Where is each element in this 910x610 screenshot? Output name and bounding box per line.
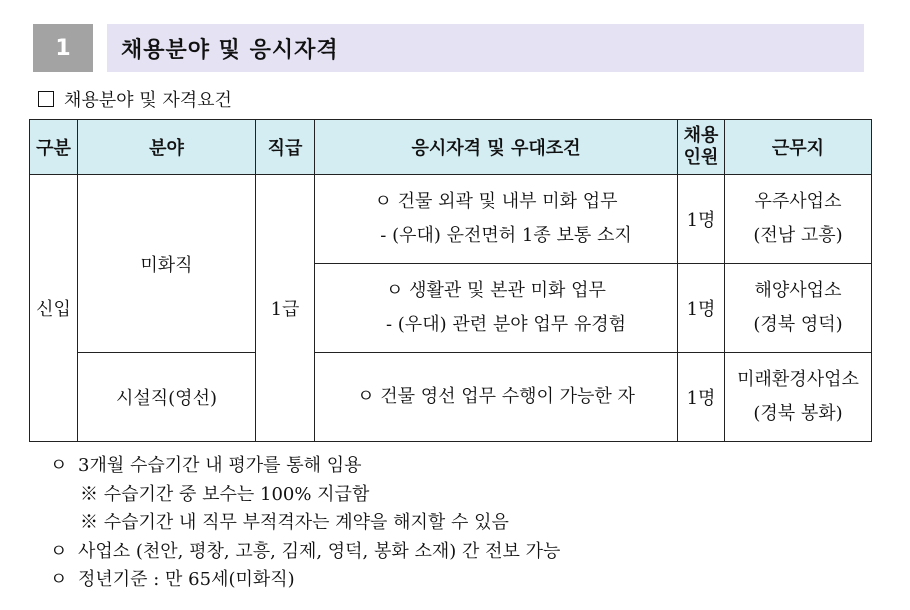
- section-title: 채용분야 및 응시자격: [107, 24, 864, 72]
- note-text: 정년기준 : 만 65세(미화직): [78, 569, 295, 590]
- section-number: 1: [33, 24, 93, 72]
- notes-list: [50, 452, 560, 595]
- location-region: (경북 영덕): [753, 314, 843, 335]
- qualification-cell: [315, 353, 678, 442]
- location-name: 우주사업소: [754, 191, 842, 212]
- bullet: ㅇ: [50, 540, 68, 562]
- location-cell: [725, 264, 872, 353]
- note-text: 3개월 수습기간 내 평가를 통해 임용: [78, 455, 362, 476]
- list-item: [50, 566, 560, 595]
- bullet: ㅇ: [50, 569, 68, 590]
- hires-cell: 1명: [678, 175, 725, 264]
- list-item: [50, 452, 560, 481]
- table-row: [30, 353, 872, 442]
- subheading-text: 채용분야 및 자격요건: [64, 90, 232, 111]
- note-text: ※ 수습기간 중 보수는 100% 지급함: [80, 483, 370, 505]
- qualification-main: ㅇ 생활관 및 본관 미화 업무: [386, 280, 606, 301]
- note-text: ※ 수습기간 내 직무 부적격자는 계약을 해지할 수 있음: [80, 512, 509, 533]
- qualification-cell: [315, 175, 678, 264]
- recruitment-table: [29, 119, 872, 442]
- header-grade: 직급: [256, 120, 315, 175]
- qualification-main: ㅇ 건물 영선 업무 수행이 가능한 자: [357, 386, 635, 407]
- hires-cell: 1명: [678, 264, 725, 353]
- checkbox-icon: [38, 91, 54, 107]
- header-hires-line2: 인원: [683, 147, 719, 168]
- location-region: (전남 고흥): [753, 225, 843, 246]
- list-item: [50, 481, 560, 510]
- qualification-preferred: - (우대) 관련 분야 업무 유경험: [385, 314, 626, 335]
- bullet: ㅇ: [50, 455, 68, 476]
- header-hires: [678, 120, 725, 175]
- grade-cell: 1급: [256, 175, 315, 442]
- list-item: [50, 538, 560, 567]
- location-name: 미래환경사업소: [737, 369, 859, 390]
- location-cell: [725, 353, 872, 442]
- table-row: [30, 175, 872, 264]
- header-qualification: 응시자격 및 우대조건: [315, 120, 678, 175]
- header-field: 분야: [78, 120, 256, 175]
- location-name: 해양사업소: [754, 280, 842, 301]
- subheading: [38, 86, 232, 112]
- field-cell-beautify: 미화직: [78, 175, 256, 353]
- field-cell-facility: 시설직(영선): [78, 353, 256, 442]
- category-cell: 신입: [30, 175, 78, 442]
- header-hires-line1: 채용: [683, 125, 719, 146]
- list-item: [50, 509, 560, 538]
- hires-cell: 1명: [678, 353, 725, 442]
- qualification-preferred: - (우대) 운전면허 1종 보통 소지: [380, 225, 632, 246]
- header-location: 근무지: [725, 120, 872, 175]
- table-header-row: [30, 120, 872, 175]
- location-region: (경북 봉화): [753, 403, 843, 424]
- location-cell: [725, 175, 872, 264]
- note-text: 사업소 (천안, 평창, 고흥, 김제, 영덕, 봉화 소재) 간 전보 가능: [78, 540, 561, 562]
- qualification-cell: [315, 264, 678, 353]
- header-category: 구분: [30, 120, 78, 175]
- qualification-main: ㅇ 건물 외곽 및 내부 미화 업무: [374, 191, 618, 212]
